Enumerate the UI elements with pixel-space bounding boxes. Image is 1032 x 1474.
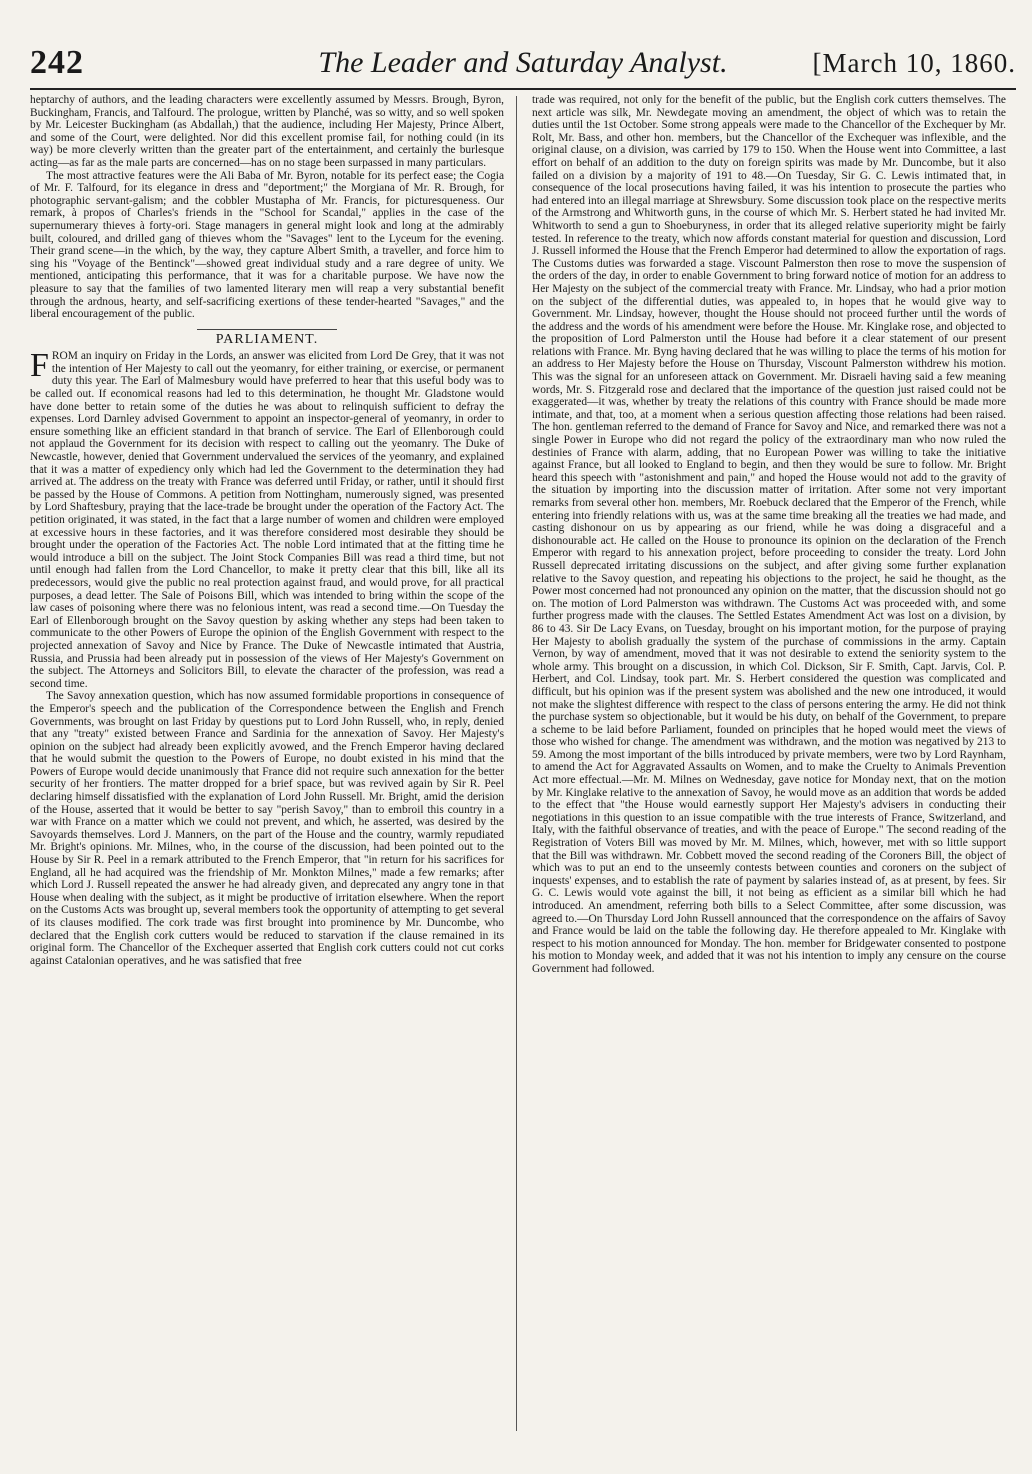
parliament-paragraph: [30, 347, 504, 690]
page-number: 242: [30, 44, 84, 81]
masthead: [30, 44, 1016, 90]
left-column: [30, 94, 504, 1454]
parliament-paragraph-text: ROM an inquiry on Friday in the Lords, an answer was elicited from Lord De Grey, that it was not the intention of Her Majesty to call out the yeomanry, for either training, or exercise, or permanent duty this year. The Earl of Malmesbury would have preferred to hear that this useful body was to be called out. If economical reasons had led to this determination, he thought Mr. Gladstone would have done better to retain some of the duties he was about to relinquish sufficient to defray the expenses. Lord Darnley advised Government to appoint an inspector-general of yeomanry, in order to ensure something like an efficient standard in that branch of service. The Earl of Ellenborough could not applaud the Government for its decision with respect to calling out the yeomanry. The Duke of Newcastle, however, denied that Government undervalued the services of the yeomanry, and explained that it was a matter of expediency only which had led the Government to the determination they had arrived at. The address on the treaty with France was deferred until Friday, or rather, until it should first be passed by the House of Commons. A petition from Nottingham, numerously signed, was presented by Lord Shaftesbury, praying that the lace-trade be brought under the operation of the Factory Act. The petition originated, it was stated, in the fact that a large number of women and children were employed at excessive hours in these factories, and it was therefore considered most desirable they should be brought under the operation of the Factories Act. The noble Lord intimated that at the fitting time he would introduce a bill on the subject. The Joint Stock Companies Bill was read a third time, but not until enough had fallen from the Lord Chancellor, to make it pretty clear that this bill, like all its predecessors, would give the public no real protection against fraud, and would prove, for all practical purposes, a dead letter. The Sale of Poisons Bill, which was intended to bring within the scope of the law cases of poisoning where there was no felonious intent, was read a second time.—On Tuesday the Earl of Ellenborough brought on the Savoy question by asking whether any steps had been taken to communicate to the other Powers of Europe the opinion of the English Government with respect to the projected annexation of Savoy and Nice by France. The Duke of Newcastle intimated that Austria, Russia, and Prussia had been already put in possession of the views of Her Majesty's Government on the subject. The Attorneys and Solicitors Bill, to elevate the character of the profession, was read a second time.: [30, 350, 504, 690]
right-column: [532, 94, 1006, 1454]
article-paragraph: heptarchy of authors, and the leading characters were excellently assumed by Messrs. Brough, Byron, Buckingham, Francis, and Talfourd. The prologue, written by Planché, was so witty, and so well spoken by Mr. Leicester Buckingham (as Abdallah,) that the audience, including Her Majesty, Prince Albert, and some of the Court, were delighted. Nor did this excellent promise fail, for nothing could (in its way) be more cleverly written than the greater part of the entertainment, and certainly the burlesque acting—as far as the male parts are concerned—has on no stage been surpassed in many particulars.: [30, 94, 504, 169]
section-heading-parliament: PARLIAMENT.: [215, 331, 319, 347]
publication-title: The Leader and Saturday Analyst.: [318, 46, 728, 79]
parliament-paragraph: trade was required, not only for the benefit of the public, but the English cork cutters themselves. The next article was silk, Mr. Newdegate moving an amendment, the object of which was to retain the duties until the 1st October. Some strong appeals were made to the Chancellor of the Exchequer by Mr. Rolt, Mr. Bass, and other hon. members, but the Chancellor of the Exchequer was inflexible, and the original clause, on a division, was carried by 179 to 150. When the House went into Committee, a last effort on behalf of an addition to the duty on foreign spirits was made by Mr. Duncombe, but it also failed on a division by a majority of 191 to 48.—On Tuesday, Sir G. C. Lewis intimated that, in consequence of the local prosecutions having failed, it was his intention to prosecute the parties who had entered into an illegal marriage at Shrewsbury. Some discussion took place on the respective merits of the Armstrong and Whitworth guns, in the course of which Mr. S. Herbert stated he had invited Mr. Whitworth to send a gun to Shoeburyness, in order that its alleged relative superiority might be fairly tested. In reference to the treaty, which now affords constant material for question and discussion, Lord J. Russell informed the House that the French Emperor had determined to allow the exportation of rags. The Customs duties was forwarded a stage. Viscount Palmerston then rose to move the suspension of the orders of the day, in order to enable Government to bring forward notice of motion for an address to Her Majesty on the subject of the commercial treaty with France. Mr. Lindsay, who had a prior motion on the subject of the differential duties, was appealed to, in hopes that he would give way to Government. Mr. Lindsay, however, thought the House should not proceed further until the words of the address and the words of his amendment were before the House. Mr. Kinglake rose, and objected to the proposition of Lord Palmerston until the House had before it a clear statement of our present relations with France. Mr. Byng having declared that he was willing to place the terms of his motion for an address to Her Majesty before the House on Thursday, Viscount Palmerston withdrew his motion. This was the signal for an unforeseen attack on Government. Mr. Disraeli having said a few meaning words, Mr. S. Fitzgerald rose and declared that the importance of the question just raised could not be exaggerated—it was, whether by treaty the relations of this country with France should be made more intimate, and that, too, at a moment when a serious question affecting those relations had been raised. The hon. gentleman referred to the demand of France for Savoy and Nice, and remarked there was not a single Power in Europe who did not regard the policy of the extraordinary man who now ruled the destinies of France with alarm, adding, that no European Power was willing to take the initiative against France, but all looked to England to begin, and then they would be sure to follow. Mr. Bright heard this speech with "astonishment and pain," and hoped the House would not add to the gravity of the situation by importing into the discussion matter of irritation. After some not very important remarks from several other hon. members, Mr. Roebuck declared that the Emperor of the French, while entering into friendly relations with us, was at the same time breaking all the treaties we had made, and casting dishonour on us by appearing as our friend, while he was doing a disgraceful and a dishonourable act. He called on the House to pronounce its opinion on the declaration of the French Emperor with regard to his annexation project, before proceeding to consider the treaty. Lord John Russell deprecated irritating discussions on the subject, and after giving some further explanation relative to the Savoy question, and repeating his objections to the project, he said he thought, as the Power most concerned had not pronounced any opinion on the matter, that the discussion should not go on. The motion of Lord Palmerston was withdrawn. The Customs Act was proceeded with, and some further progress made with the clauses. The Settled Estates Amendment Act was lost on a division, by 86 to 43. Sir De Lacy Evans, on Tuesday, brought on his important motion, for the purpose of praying Her Majesty to abolish gradually the system of the purchase of commissions in the army. Captain Vernon, by way of amendment, moved that it was not desirable to extend the seniority system to the whole army. This brought on a discussion, in which Col. Dickson, Sir F. Smith, Capt. Jarvis, Col. P. Herbert, and Col. Lindsay, took part. Mr. S. Herbert considered the question was complicated and difficult, but his opinion was if the present system was abolished and the new one introduced, it would not make the slightest difference with respect to the class of persons entering the army. He did not think the purchase system so objectionable, but it would be his duty, on behalf of the Government, to prepare a scheme to be laid before Parliament, founded on principles that he hoped would meet the views of those who wished for change. The amendment was withdrawn, and the motion was negatived by 213 to 59. Among the most important of the bills introduced by private members, were two by Lord Raynham, to amend the Act for Aggravated Assaults on Women, and to make the Cruelty to Animals Prevention Act more effectual.—Mr. M. Milnes on Wednesday, gave notice for Monday next, that on the motion by Mr. Kinglake relative to the annexation of Savoy, he would move as an addition that words be added to the effect that "the House would earnestly support Her Majesty's advisers in conducting their negotiations in this question to an issue compatible with the true interests of France, Switzerland, and Italy, with the faithful observance of treaties, and with the peace of Europe." The second reading of the Registration of Voters Bill was moved by Mr. M. Milnes, which, however, met with so little support that the Bill was withdrawn. Mr. Cobbett moved the second reading of the Coroners Bill, the object of which was to put an end to the unseemly contests between counties and coroners on the subject of inquests' expenses, and to establish the rate of payment by salaries instead of, as at present, by fees. Sir G. C. Lewis would vote against the bill, it not being as efficient as a similar bill which he had introduced. An amendment, referring both bills to a Select Committee, after some discussion, was agreed to.—On Thursday Lord John Russell announced that the correspondence on the affairs of Savoy and France would be laid on the table the following day. He therefore appealed to Mr. Kinglake with respect to his motion announced for Monday. The hon. member for Bridgewater consented to postpone his motion to Monday week, and added that it was not his intention to imply any censure on the course Government had followed.: [532, 94, 1006, 975]
header-rule: [30, 88, 1016, 90]
issue-date: [March 10, 1860.: [812, 48, 1016, 78]
parliament-paragraph: The Savoy annexation question, which has now assumed formidable proportions in consequence of the Emperor's speech and the publication of the Correspondence between the English and French Governments, was brought on last Friday by questions put to Lord John Russell, who, in reply, denied that any "treaty" existed between France and Sardinia for the annexation of Savoy. Her Majesty's opinion on the subject had already been explicitly avowed, and the French Emperor having declared that he would submit the question to the Powers of Europe, no doubt existed in his mind that the Powers of Europe would decide unanimously that France did not require such annexation for the better security of her frontiers. The matter dropped for a brief space, but was revived again by Sir R. Peel declaring himself dissatisfied with the explanation of Lord John Russell. Mr. Bright, amid the derision of the House, asserted that it would be better to say "perish Savoy," than to embroil this country in a war with France on a matter which we could not prevent, and which, he asserted, was desired by the Savoyards themselves. Lord J. Manners, on the part of the House and the country, warmly repudiated Mr. Bright's opinions. Mr. Milnes, who, in the course of the discussion, had been pointed out to the House by Sir R. Peel in a remark attributed to the French Emperor, that "in return for his sacrifices for England, all he had acquired was the friendship of Mr. Monkton Milnes," made a few remarks; after which Lord J. Russell repeated the answer he had already given, and deprecated any angry tone in that House when dealing with the subject, as it might be productive of irritation elsewhere. When the report on the Customs Acts was brought up, several members took the opportunity of attempting to get several of its clauses modified. The cork trade was first brought into prominence by Mr. Duncombe, who declared that the English cork cutters would be reduced to starvation if the clause remained in its original form. The Chancellor of the Exchequer asserted that English cork cutters could not cut corks against Catalonian operatives, and he was satisfied that free: [30, 690, 504, 967]
drop-cap: F: [30, 347, 49, 385]
section-divider: [197, 329, 337, 330]
column-divider: [516, 96, 517, 1431]
article-paragraph: The most attractive features were the Ali Baba of Mr. Byron, notable for its perfect ease; the Cogia of Mr. F. Talfourd, for its elegance in dress and "deportment;" the Morgiana of Mr. R. Brough, for photographic servant-galism; and the cobbler Mustapha of Mr. Francis, for picturesqueness. Our remark, à propos of Charles's friends in the "School for Scandal," applies in the case of the supernumerary thieves à forty-ori. Stage managers in general might look and long at the admirably built, coloured, and drilled gang of thieves whom the "Savages" lent to the Lyceum for the evening. Their grand scene—in the which, by the way, they capture Albert Smith, a traveller, and force him to sing his "Voyage of the Bentinck"—showed great individual study and a rare degree of unity. We mentioned, anticipating this performance, that it was for a charitable purpose. We have now the pleasure to say that the families of two lamented literary men will reap a very substantial benefit through the ardnous, hearty, and self-sacrificing exertions of these tender-hearted "Savages," and the liberal encouragement of the public.: [30, 169, 504, 321]
